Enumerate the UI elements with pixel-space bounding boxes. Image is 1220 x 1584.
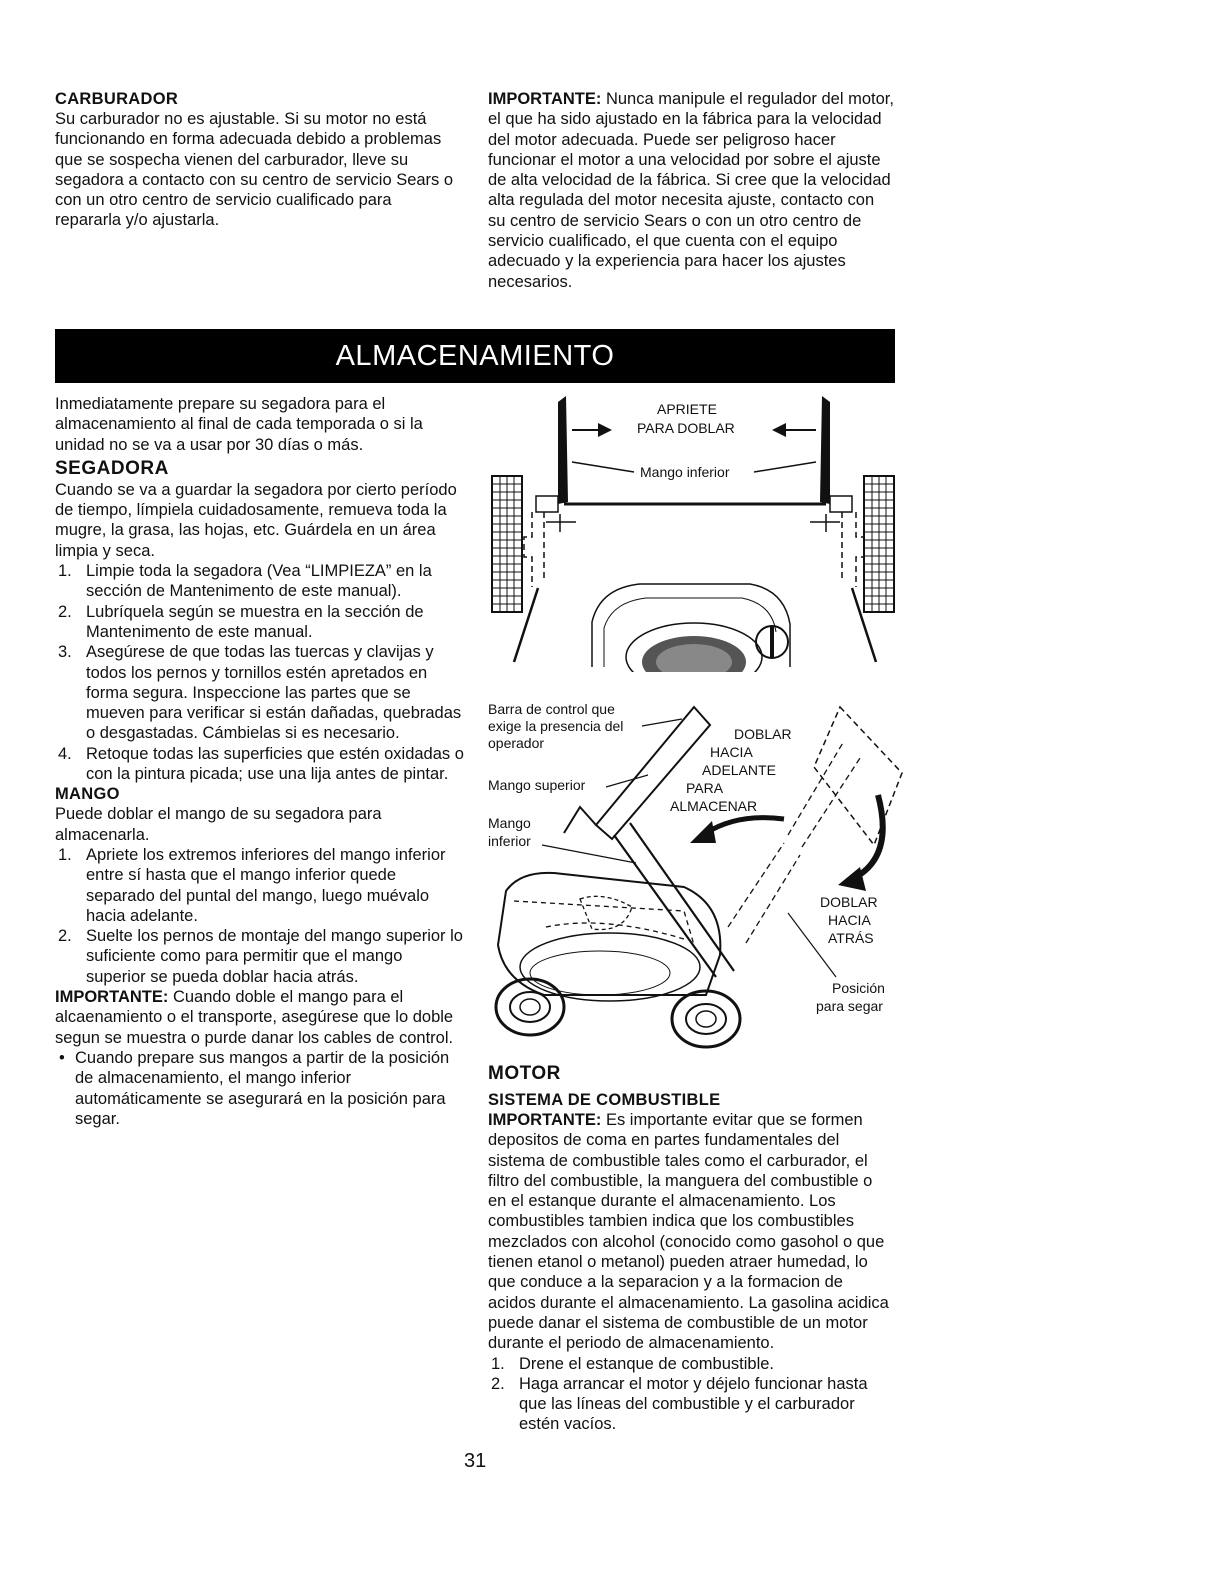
fold-forward-arrow-icon	[690, 821, 716, 843]
label-fold-fwd-3: ADELANTE	[702, 762, 776, 778]
mango-bullets	[55, 1048, 465, 1129]
list-item: 2. Lubríquela según se muestra en la sección de Mantenimento de este manual.	[58, 602, 424, 641]
segadora-heading: SEGADORA	[55, 457, 169, 479]
mango-heading: MANGO	[55, 785, 120, 804]
wheel-right-icon	[864, 476, 894, 612]
carburador-body: Su carburador no es ajustable. Si su motor no está funcionando en forma adecuada debido a problemas que se sospecha vienen del carburador, lleve su segadora a contacto con su centro de servicio Sears o con un otro centro de servicio cualificado para repararla y/o ajustarla.	[55, 110, 454, 230]
fuel-system-heading: SISTEMA DE COMBUSTIBLE	[488, 1091, 721, 1109]
storage-intro: Inmediatamente prepare su segadora para el almacenamiento al final de cada temporada o si la unidad no se va a usar por 30 días o más.	[55, 395, 423, 454]
list-item: 1. Limpie toda la segadora (Vea “LIMPIEZA” en la sección de Mantenimento de este manual).	[58, 562, 432, 601]
label-fold-back-1: DOBLAR	[820, 894, 878, 910]
handle-squeeze-figure	[480, 392, 900, 672]
motor-heading: MOTOR	[488, 1063, 561, 1084]
label-upper-handle: Mango superior	[488, 777, 586, 793]
label-fold-back-2: HACIA	[828, 912, 871, 928]
label-lower-handle-1: Mango	[488, 815, 531, 831]
label-fold-fwd-4: PARA	[686, 780, 724, 796]
segadora-body: Cuando se va a guardar la segadora por cierto período de tiempo, límpiela cuidadosamente, remueva toda la mugre, la grasa, las hojas, etc. Guárdela en un área limpia y seca.	[55, 480, 457, 560]
list-item: • Cuando prepare sus mangos a partir de la posición de almacenamiento, el mango inferior automáticamente se asegurará en la posición para segar.	[59, 1048, 450, 1128]
front-wheel-icon	[496, 979, 564, 1035]
label-fold-fwd-5: ALMACENAR	[670, 798, 758, 814]
segadora-steps	[55, 561, 465, 784]
label-fold-back-3: ATRÁS	[828, 930, 874, 946]
importante-regulador-body: Nunca manipule el regulador del motor, el que ha sido ajustado en la fábrica para la velocidad del motor adecuada. Puede ser peligroso hacer funcionar el motor a una velocidad por sobre el ajuste de alta velocidad de la fábrica. Si cree que la velocidad alta regulada del motor necesita ajuste, contacto con su centro de servicio Sears o con un otro centro de servicio cualificado, el que cuenta con el equipo adecuado y la experiencia para hacer los ajustes necesarios.	[488, 90, 894, 291]
label-para-doblar: PARA DOBLAR	[637, 420, 735, 436]
importante-regulador-paragraph	[488, 89, 896, 292]
engine-icon	[592, 584, 790, 672]
list-item: 1. Drene el estanque de combustible.	[491, 1354, 774, 1373]
mango-steps	[55, 845, 465, 987]
importante-regulador-section	[488, 89, 896, 292]
left-column	[55, 394, 465, 1129]
list-item: 3. Asegúrese de que todas las tuercas y clavijas y todos los pernos y tornillos estén apretados en forma segura. Inspeccione las partes que se mueven para verificar si están dañadas, quebradas o desgastadas. Cámbielas si es necesario.	[58, 643, 462, 743]
almacenamiento-banner: ALMACENAMIENTO	[55, 329, 895, 383]
page-number: 31	[464, 1450, 487, 1472]
label-fold-fwd-2: HACIA	[710, 744, 753, 760]
rear-wheel-icon	[672, 991, 740, 1047]
label-mow-position-2: para segar	[816, 998, 883, 1014]
importante-label: IMPORTANTE:	[488, 90, 602, 108]
arrow-right-icon	[598, 423, 612, 437]
label-control-bar-1: Barra de control que	[488, 701, 615, 717]
label-mango-inferior: Mango inferior	[640, 464, 730, 480]
carburador-section	[55, 89, 460, 231]
motor-section	[488, 1063, 893, 1435]
label-apriete: APRIETE	[657, 401, 717, 417]
list-item: 4. Retoque todas las superficies que estén oxidadas o con la pintura picada; use una lija antes de pintar.	[58, 744, 464, 784]
carburador-heading: CARBURADOR	[55, 90, 179, 108]
motor-steps	[488, 1354, 893, 1435]
label-control-bar-3: operador	[488, 735, 545, 751]
motor-importante: IMPORTANTE: Es importante evitar que se formen depositos de coma en partes fundamentales del sistema de combustible tales como el carburador, el filtro del combustible, la manguera del combustible o en el estanque durante el almacenamiento. Los combustibles tambien indica que los combustibles mezclados con alcohol (conocido como gasohol o que tienen etanol o metanol) pueden atraer humedad, lo que conduce a la separacion y a la formacion de acidos durante el almacenamiento. La gasolina acidica puede danar el sistema de combustible de un motor durante el periodo de almacenamiento.	[488, 1111, 889, 1353]
label-lower-handle-2: inferior	[488, 833, 531, 849]
list-item: 1. Apriete los extremos inferiores del mango inferior entre sí hasta que el mango inferior quede separado del puntal del mango, luego muévalo hacia adelante.	[58, 845, 446, 925]
mango-body: Puede doblar el mango de su segadora para almacenarla.	[55, 805, 382, 844]
arrow-left-icon	[772, 423, 786, 437]
wheel-left-icon	[492, 476, 522, 612]
label-fold-fwd-1: DOBLAR	[734, 726, 792, 742]
list-item: 2. Haga arrancar el motor y déjelo funcionar hasta que las líneas del combustible y el carburador estén vacíos.	[491, 1374, 868, 1434]
handle-fold-figure	[484, 695, 904, 1050]
mango-importante: IMPORTANTE: Cuando doble el mango para el alcaenamiento o el transporte, asegúrese que lo doble segun se muestra o purde danar los cables de control.	[55, 988, 454, 1047]
list-item: 2. Suelte los pernos de montaje del mango superior lo suficiente como para permitir que el mango superior se pueda doblar hacia atrás.	[58, 927, 463, 986]
label-control-bar-2: exige la presencia del	[488, 718, 624, 734]
label-mow-position-1: Posición	[832, 980, 885, 996]
